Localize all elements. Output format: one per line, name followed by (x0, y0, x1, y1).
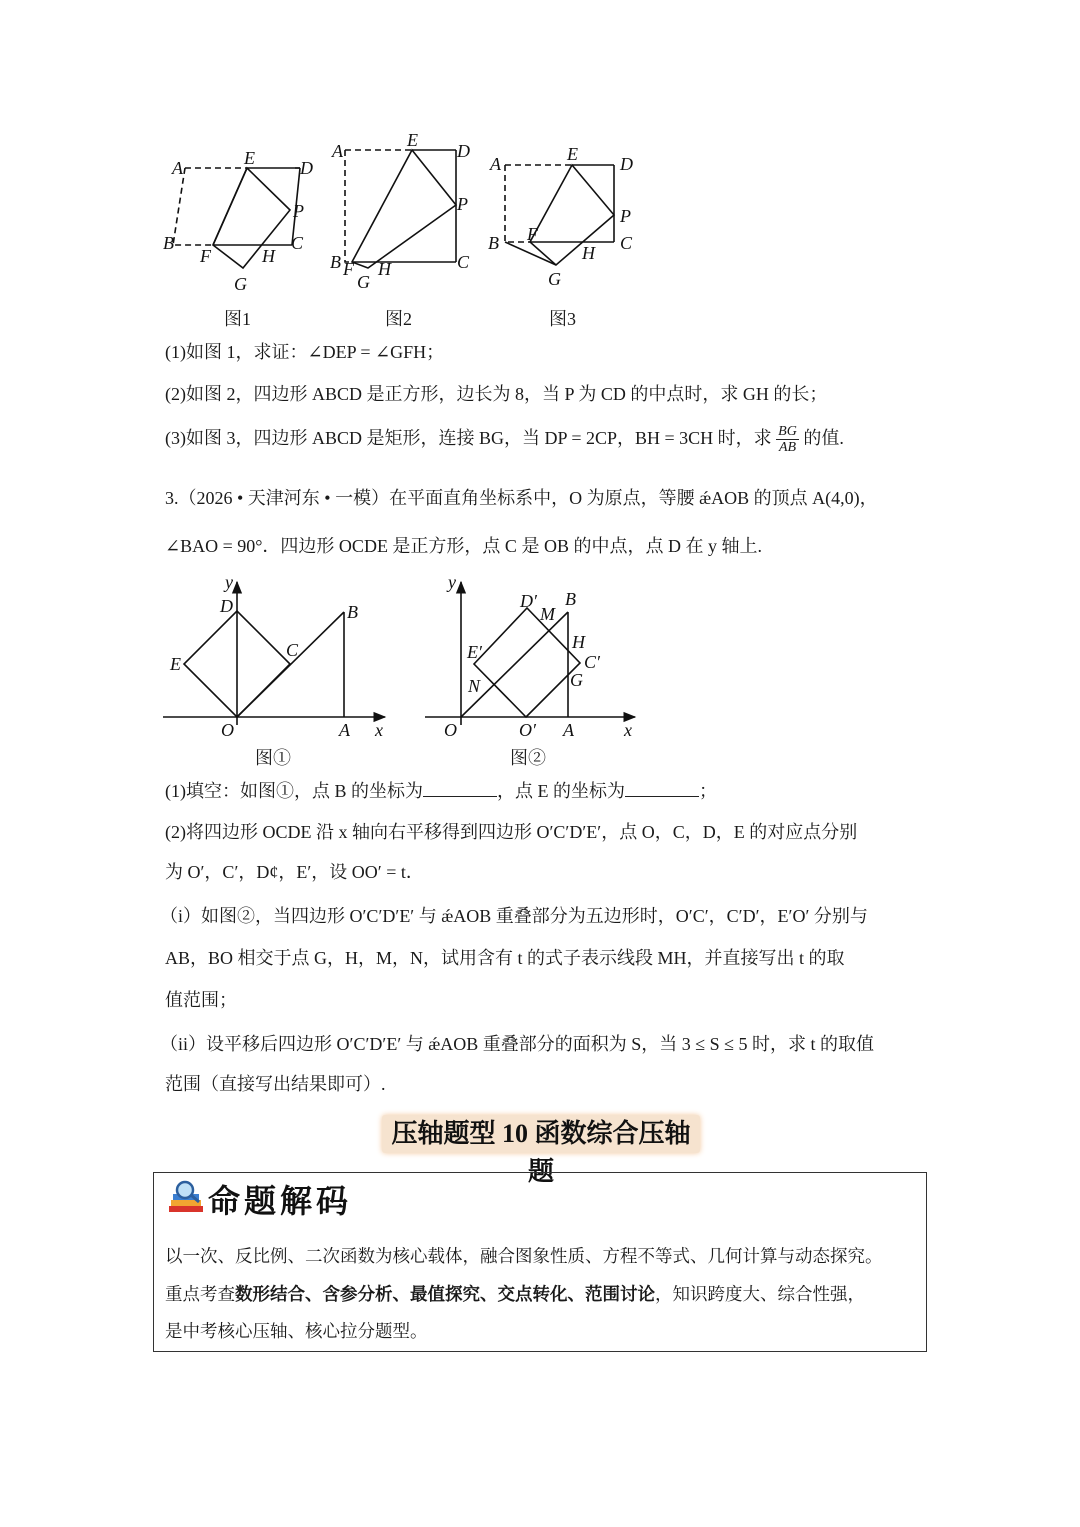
fig-b-label-o2: O′ (519, 720, 536, 740)
fig1-label-g: G (234, 274, 247, 294)
answer-blank-b[interactable] (423, 780, 497, 797)
decode-line3: 是中考核心压轴、核心拉分题型。 (165, 1322, 428, 1342)
fig2-label-p: P (457, 194, 468, 214)
q3-line1: 3.（2026 • 天津河东 • 一模）在平面直角坐标系中，O 为原点，等腰 ǽAOB 的顶点 A(4,0)， (165, 488, 878, 508)
fig-b-label-c2: C′ (584, 652, 600, 672)
fig2-caption: 图2 (385, 309, 412, 329)
fig-a-label-x: x (375, 720, 383, 740)
fig1-label-e: E (244, 148, 255, 168)
q3-part1-text-b: ，点 E 的坐标为 (497, 781, 625, 801)
fig-b-label-b: B (565, 589, 576, 609)
q3-part1 (165, 780, 717, 803)
fig-a-label-o: O (221, 720, 234, 740)
fig3-label-p: P (620, 206, 631, 226)
q2-part1: (1)如图 1，求证：∠DEP = ∠GFH； (165, 342, 445, 362)
fig1-label-c: C (291, 233, 304, 253)
q3-part-ii-line2: 范围（直接写出结果即可）. (165, 1074, 386, 1094)
fig1-label-p: P (293, 201, 304, 221)
fig3-caption: 图3 (549, 309, 576, 329)
fig-b-label-a: A (563, 720, 574, 740)
fig-b-label-o: O (444, 720, 457, 740)
figures-coordinate (0, 560, 1080, 750)
q3-part-ii-line1: （ii）设平移后四边形 O′C′D′E′ 与 ǽAOB 重叠部分的面积为 S，当 3 ≤ S ≤ 5 时，求 t 的取值 (160, 1034, 875, 1054)
q3-part-i-line3: 值范围； (165, 990, 237, 1010)
fig3-label-h: H (582, 243, 595, 263)
q2-part3-tail: 的值. (803, 428, 844, 449)
q3-part2-line1: (2)将四边形 OCDE 沿 x 轴向右平移得到四边形 O′C′D′E′，点 O，C，D，E 的对应点分别 (165, 822, 858, 842)
q2-part3-text: (3)如图 3，四边形 ABCD 是矩形，连接 BG，当 DP = 2CP，BH = 3CH 时，求 (165, 428, 772, 449)
fig2-label-g: G (357, 272, 370, 292)
fig3-label-d: D (620, 154, 633, 174)
fig-b-label-y: y (448, 572, 456, 592)
q2-part3-fraction (776, 424, 799, 456)
fig-a-label-y: y (225, 572, 233, 592)
fig2-label-f: F (343, 259, 354, 279)
q3-part2-line2: 为 O′，C′，D¢，E′，设 OO′ = t． (165, 862, 424, 882)
fig-b-caption: 图② (510, 748, 546, 768)
fig-a-label-c: C (286, 640, 299, 660)
fig-a-label-d: D (220, 596, 233, 616)
fig-b-label-x: x (624, 720, 632, 740)
fig1-caption: 图1 (224, 309, 251, 329)
decode-box-heading: 命题解码 (208, 1182, 353, 1220)
decode-line2-b: ，知识跨度大、综合性强， (655, 1285, 865, 1305)
fig-b-label-m: M (540, 604, 555, 624)
fig1-label-d: D (300, 158, 313, 178)
q3-part1-text-a: (1)填空：如图①，点 B 的坐标为 (165, 781, 423, 801)
fig-a-caption: 图① (255, 748, 291, 768)
fig2-label-h: H (378, 259, 391, 279)
q3-line2: ∠BAO = 90°．四边形 OCDE 是正方形，点 C 是 OB 的中点，点 D 在 y 轴上. (165, 536, 762, 556)
fig3-label-f: F (527, 224, 538, 244)
fig1-label-b: B (163, 233, 174, 253)
fig-a-label-b: B (347, 602, 358, 622)
fig2-label-c: C (457, 252, 470, 272)
decode-line2 (165, 1281, 865, 1306)
fraction-denominator: AB (778, 440, 797, 456)
fig3-label-e: E (567, 144, 578, 164)
fig3-label-c: C (620, 233, 633, 253)
fig1-label-a: A (172, 158, 183, 178)
fig3-label-g: G (548, 269, 561, 289)
q3-part-i-line2: AB，BO 相交于点 G，H，M，N，试用含有 t 的式子表示线段 MH，并直接写出 t 的取 (165, 948, 845, 968)
q2-part3 (165, 424, 844, 456)
fig3-label-a: A (490, 154, 501, 174)
section-title-bar (382, 1115, 700, 1186)
fig2-label-d: D (457, 141, 470, 161)
fig-b-label-e2: E′ (467, 642, 482, 662)
fraction-numerator: BG (778, 424, 797, 439)
fig-b-label-d2: D′ (520, 591, 537, 611)
answer-blank-e[interactable] (625, 780, 699, 797)
fig2-label-b: B (330, 252, 341, 272)
q2-part2: (2)如图 2，四边形 ABCD 是正方形，边长为 8，当 P 为 CD 的中点时，求 GH 的长； (165, 384, 828, 404)
section-title: 压轴题型 10 函数综合压轴题 (391, 1119, 691, 1186)
fig-a-label-a: A (339, 720, 350, 740)
fig-b-label-h: H (572, 632, 585, 652)
decode-line1: 以一次、反比例、二次函数为核心载体，融合图象性质、方程不等式、几何计算与动态探究。 (165, 1247, 883, 1267)
fig-b-label-n: N (468, 676, 481, 696)
fig3-label-b: B (488, 233, 499, 253)
q3-part-i-line1: （i）如图②，当四边形 O′C′D′E′ 与 ǽAOB 重叠部分为五边形时，O′C′，C′D′，E′O′ 分别与 (160, 906, 868, 926)
decode-line2-bold: 数形结合、含参分析、最值探究、交点转化、范围讨论 (235, 1285, 655, 1305)
fig2-label-a: A (332, 141, 343, 161)
decode-line2-a: 重点考查 (165, 1285, 235, 1305)
magnifier-books-icon (165, 1180, 209, 1220)
fig1-label-f: F (200, 246, 211, 266)
q3-part1-text-c: ； (699, 781, 717, 801)
fig1-label-h: H (262, 246, 275, 266)
figures-top (0, 0, 1080, 300)
fig-b-label-g: G (570, 670, 583, 690)
fig2-label-e: E (407, 130, 418, 150)
fig-a-label-e: E (170, 654, 181, 674)
